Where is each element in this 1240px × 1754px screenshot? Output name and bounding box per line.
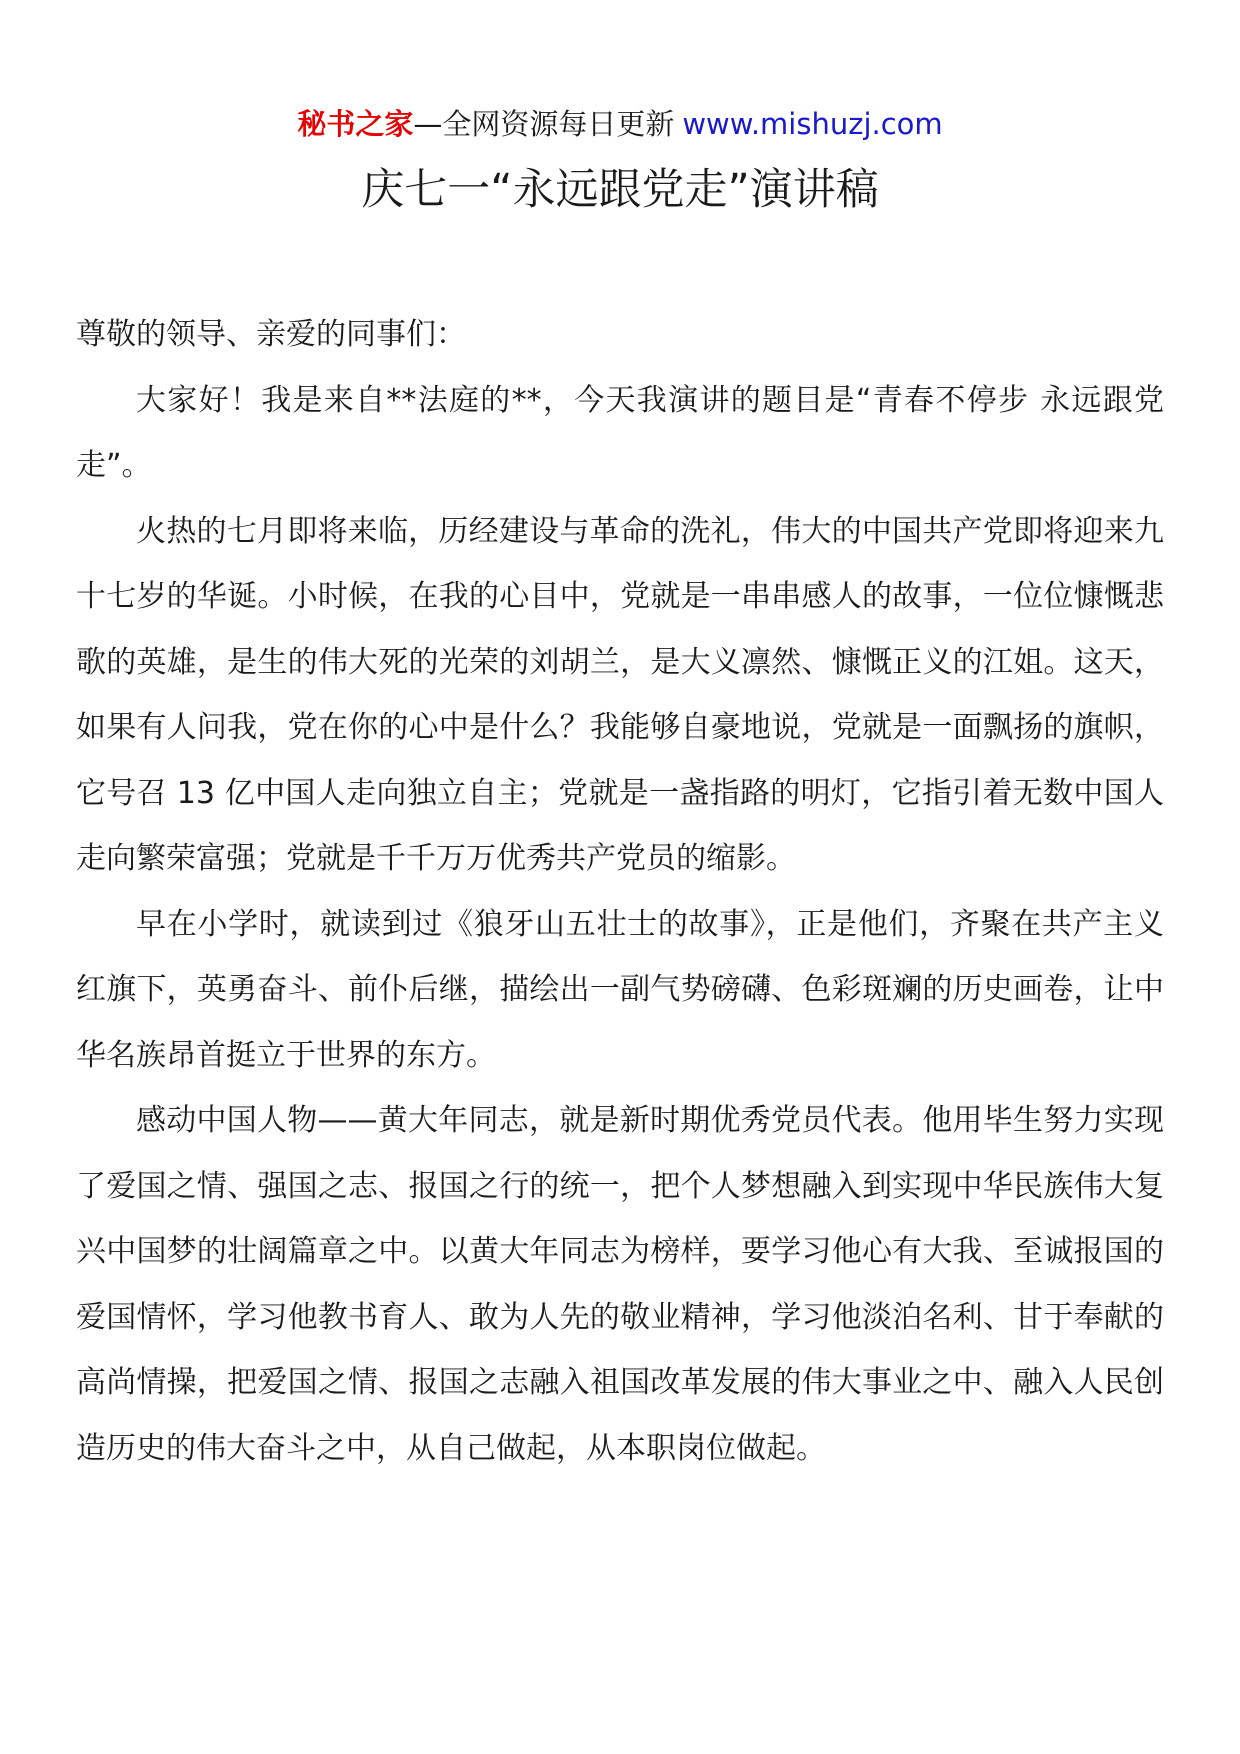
document-title: 庆七一“永远跟党走”演讲稿 [361,165,879,215]
header-slogan: —全网资源每日更新 [413,107,675,141]
paragraph: 大家好！我是来自**法庭的**，今天我演讲的题目是“青春不停步 永远跟党走”。 [76,382,1164,483]
paragraph: 感动中国人物——黄大年同志，就是新时期优秀党员代表。他用毕生努力实现了爱国之情、强国之志、报国之行的统一，把个人梦想融入到实现中华民族伟大复兴中国梦的壮阔篇章之中。以黄大年同志为榜样，要学习他心有大我、至诚报国的爱国情怀，学习他教书育人、敢为人先的敬业精神，学习他淡泊名利、甘于奉献的高尚情操，把爱国之情、报国之志融入祖国改革发展的伟大事业之中、融入人民创造历史的伟大奋斗之中，从自己做起，从本职岗位做起。 [76,1103,1164,1466]
document-body [76,302,1164,1481]
site-header [76,104,1164,144]
site-url-link[interactable]: www.mishuzj.com [682,107,943,141]
brand-name: 秘书之家 [297,107,414,141]
salutation: 尊敬的领导、亲爱的同事们： [76,317,466,352]
paragraph: 火热的七月即将来临，历经建设与革命的洗礼，伟大的中国共产党即将迎来九十七岁的华诞。小时候，在我的心目中，党就是一串串感人的故事，一位位慷慨悲歌的英雄，是生的伟大死的光荣的刘胡兰，是大义凛然、慷慨正义的江姐。这天，如果有人问我，党在你的心中是什么？我能够自豪地说，党就是一面飘扬的旗帜，它号召 13 亿中国人走向独立自主；党就是一盏指路的明灯，它指引着无数中国人走向繁荣富强；党就是千千万万优秀共产党员的缩影。 [76,513,1164,876]
paragraph: 早在小学时，就读到过《狼牙山五壮士的故事》，正是他们，齐聚在共产主义红旗下，英勇奋斗、前仆后继，描绘出一副气势磅礴、色彩斑斓的历史画卷，让中华名族昂首挺立于世界的东方。 [76,906,1164,1073]
